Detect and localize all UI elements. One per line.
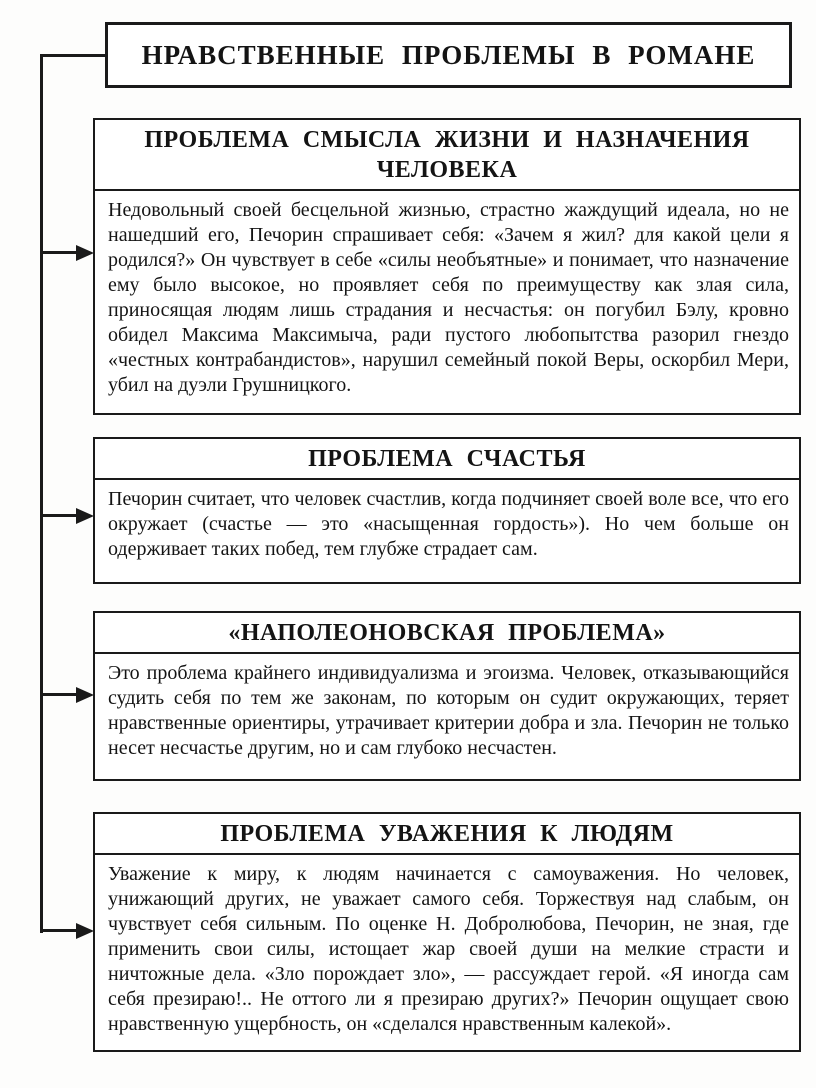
section-heading: ПРОБЛЕМА СМЫСЛА ЖИЗНИ И НАЗНАЧЕНИЯ ЧЕЛОВЕКА [95,120,799,191]
connector-trunk-line [40,54,43,933]
section-respect-for-people [93,812,801,1052]
section-napoleonic-problem [93,611,801,781]
connector-branch-line [40,693,80,696]
diagram-title-box [105,22,792,88]
section-body: Недовольный своей бесцельной жизнью, страстно жаждущий идеала, но не нашедший его, Печорин спрашивает себя: «Зачем я жил? для какой цели я родился?» Он чувствует в себе «силы необъятные» и понимает, что назначение ему было высокое, но проявляет себя по преимуществу как злая сила, приносящая людям лишь страдания и несчастья: он погубил Бэлу, кровно обидел Максима Максимыча, ради пустого любопытства разорил гнездо «честных контрабандистов», нарушил семейный покой Веры, оскорбил Мери, убил на дуэли Грушницкого. [108,199,789,396]
connector-branch-line [40,929,80,932]
diagram-title: НРАВСТВЕННЫЕ ПРОБЛЕМЫ В РОМАНЕ [141,39,756,70]
section-body: Это проблема крайнего индивидуализма и эгоизма. Человек, отказывающийся судить себя по тем же законам, по которым он судит окружающих, теряет нравственные ориентиры, утрачивает критерии добра и зла. Печорин не только несет несчастье другим, но и сам глубоко несчастен. [108,662,789,759]
connector-branch-line [40,514,80,517]
arrow-right-icon [76,508,94,524]
arrow-right-icon [76,245,94,261]
section-happiness [93,437,801,584]
section-heading: «НАПОЛЕОНОВСКАЯ ПРОБЛЕМА» [95,613,799,654]
section-heading: ПРОБЛЕМА СЧАСТЬЯ [95,439,799,480]
section-heading: ПРОБЛЕМА УВАЖЕНИЯ К ЛЮДЯМ [95,814,799,855]
connector-branch-line [40,251,80,254]
section-meaning-of-life [93,118,801,415]
section-body: Уважение к миру, к людям начинается с самоуважения. Но человек, унижающий других, не уважает самого себя. Торжествуя над слабым, он чувствует себя сильным. По оценке Н. Добролюбова, Печорин, не зная, где применить свои силы, истощает жар своей души на мелкие страсти и ничтожные дела. «Зло порождает зло», — рассуждает герой. «Я иногда сам себя презираю!.. Не оттого ли я презираю других?» Печорин ощущает свою нравственную ущербность, он «сделался нравственным калекой». [108,863,789,1035]
connector-title-line [40,54,106,57]
arrow-right-icon [76,687,94,703]
arrow-right-icon [76,923,94,939]
section-body: Печорин считает, что человек счастлив, когда подчиняет своей воле все, что его окружает (счастье — это «насыщенная гордость»). Но чем больше он одерживает таких побед, тем глубже страдает сам. [108,488,789,560]
